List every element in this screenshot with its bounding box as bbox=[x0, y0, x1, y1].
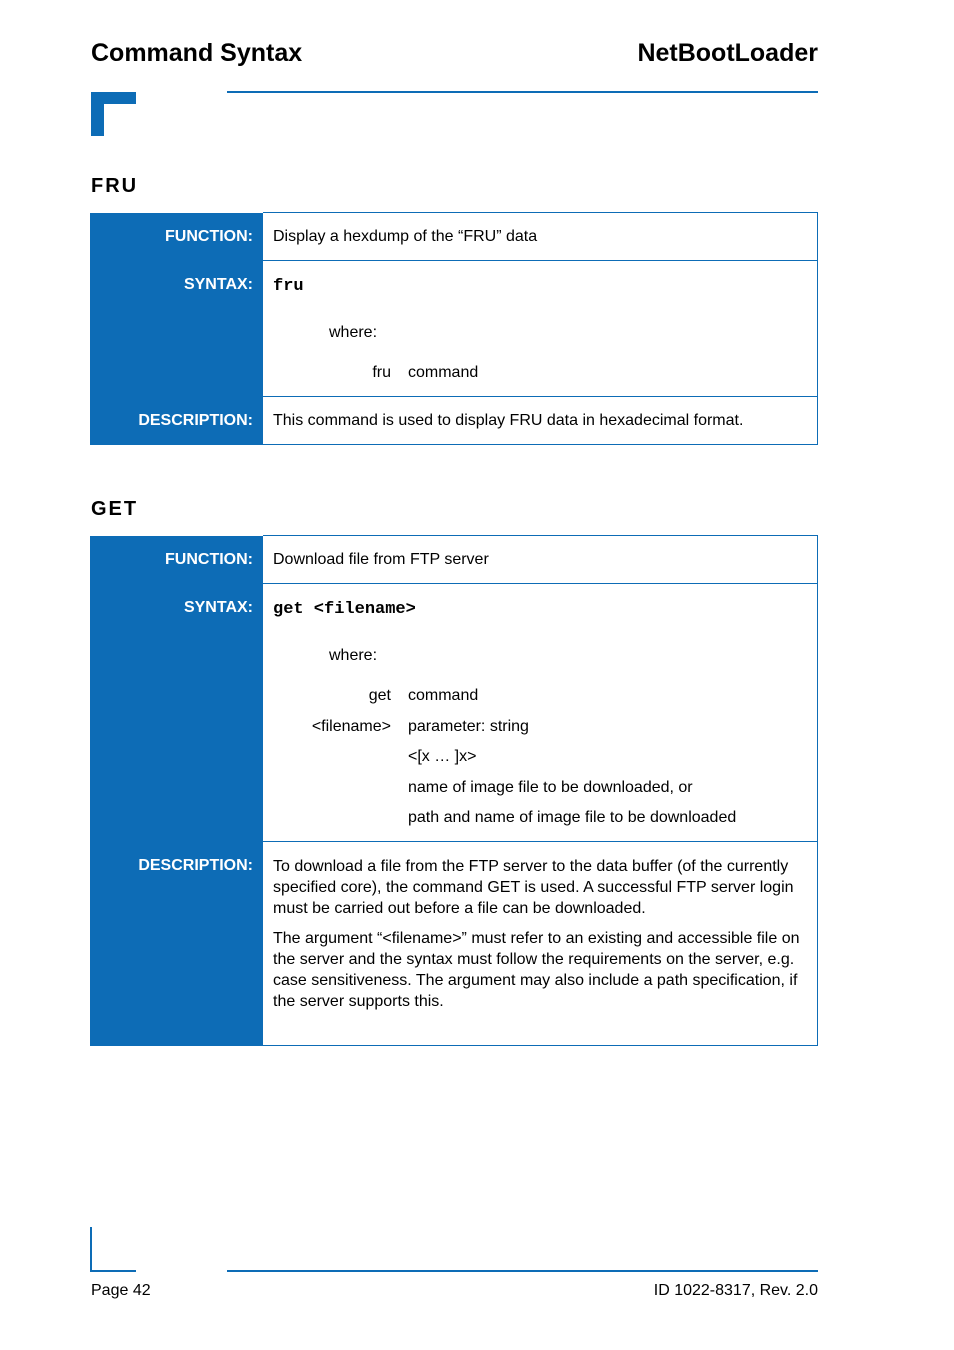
param-name: get bbox=[368, 687, 391, 704]
fru-where-label: where: bbox=[329, 324, 378, 341]
param-row bbox=[273, 717, 807, 737]
fru-function-cell bbox=[263, 213, 818, 261]
get-description-label: DESCRIPTION: bbox=[90, 842, 263, 1046]
fru-description-text: This command is used to display FRU data in hexadecimal format. bbox=[273, 412, 744, 429]
section-heading-fru: FRU bbox=[91, 175, 139, 197]
param-desc: command bbox=[408, 687, 479, 704]
param-name bbox=[273, 747, 391, 767]
param-name bbox=[273, 808, 391, 828]
fru-syntax-code: fru bbox=[273, 277, 304, 296]
fru-syntax-label: SYNTAX: bbox=[90, 261, 263, 397]
get-function-text: Download file from FTP server bbox=[273, 551, 489, 568]
param-row bbox=[273, 747, 807, 767]
get-description-paragraph-2: The argument “<filename>” must refer to an existing and accessible file on the server and the syntax must follow the requirements on the server, e.g. case sensitiveness. The argument may also include a path specification, if the server supports this. bbox=[273, 930, 800, 1010]
param-row bbox=[273, 778, 807, 798]
param-desc: parameter: string bbox=[408, 718, 529, 735]
get-description-paragraph-1: To download a file from the FTP server to the data buffer (of the currently specified core), the command GET is used. A successful FTP server login must be carried out before a file can be downloaded. bbox=[273, 858, 794, 917]
fru-command-table bbox=[90, 212, 818, 445]
footer-document-id: ID 1022-8317, Rev. 2.0 bbox=[653, 1282, 818, 1299]
param-desc: name of image file to be downloaded, or bbox=[408, 779, 693, 796]
param-name bbox=[273, 778, 391, 798]
get-function-label: FUNCTION: bbox=[90, 536, 263, 584]
get-syntax-cell bbox=[263, 584, 818, 842]
fru-function-text: Display a hexdump of the “FRU” data bbox=[273, 228, 538, 245]
param-row bbox=[273, 363, 807, 383]
get-syntax-label: SYNTAX: bbox=[90, 584, 263, 842]
footer-rule bbox=[227, 1270, 818, 1272]
param-desc: <[x … ]x> bbox=[408, 748, 477, 765]
fru-description-cell bbox=[263, 397, 818, 445]
corner-mark-bottom-vertical bbox=[90, 1227, 92, 1272]
header-product: NetBootLoader bbox=[637, 39, 818, 67]
fru-description-label: DESCRIPTION: bbox=[90, 397, 263, 445]
param-row bbox=[273, 808, 807, 828]
fru-syntax-cell bbox=[263, 261, 818, 397]
param-desc: path and name of image file to be downloaded bbox=[408, 809, 737, 826]
get-where-label: where: bbox=[329, 647, 378, 664]
get-function-cell bbox=[263, 536, 818, 584]
get-syntax-code: get <filename> bbox=[273, 600, 416, 619]
corner-mark-top-vertical bbox=[91, 92, 104, 136]
header-title: Command Syntax bbox=[91, 39, 303, 67]
param-row bbox=[273, 686, 807, 706]
get-command-table bbox=[90, 535, 818, 1046]
footer-page-number: Page 42 bbox=[91, 1282, 151, 1299]
header-rule bbox=[227, 91, 818, 93]
section-heading-get: GET bbox=[91, 498, 139, 520]
param-desc: command bbox=[408, 364, 479, 381]
fru-function-label: FUNCTION: bbox=[90, 213, 263, 261]
corner-mark-bottom-horizontal bbox=[90, 1270, 136, 1272]
get-description-cell bbox=[263, 842, 818, 1046]
param-name: <filename> bbox=[311, 718, 391, 735]
param-name: fru bbox=[372, 364, 391, 381]
